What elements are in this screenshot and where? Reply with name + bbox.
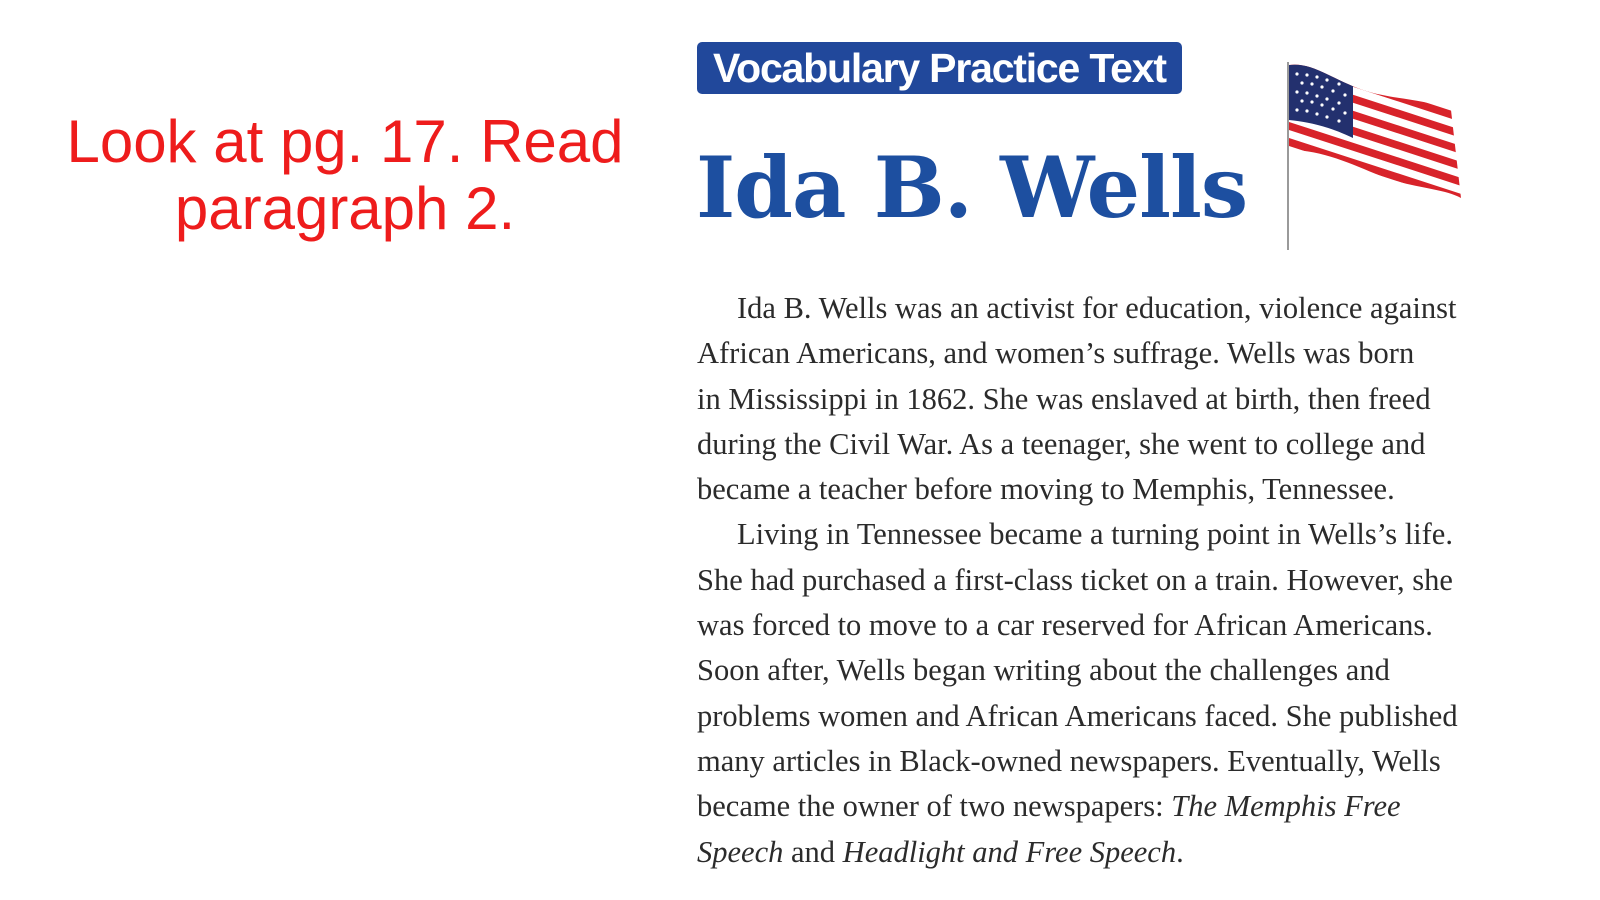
text-segment: became the owner of two newspapers: [697,789,1172,824]
american-flag-icon [1283,50,1473,255]
newspaper-title: The Memphis Free [1171,789,1401,824]
newspaper-title: Headlight and Free Speech [842,834,1177,869]
text-segment: . [1176,834,1184,869]
text-line [697,784,1557,829]
text-line [697,830,1557,875]
newspaper-title: Speech [697,834,784,869]
text-line: Ida B. Wells was an activist for education, violence against [737,291,1457,325]
text-line: during the Civil War. As a teenager, she went to college and [697,426,1426,461]
text-line: She had purchased a first-class ticket on a train. However, she [697,562,1453,597]
text-line: was forced to move to a car reserved for African Americans. [697,608,1433,643]
paragraph-2 [697,512,1557,874]
text-line: problems women and African Americans faced. She published [697,698,1458,733]
text-segment: and [783,834,843,869]
flag-stripe [1283,184,1473,255]
text-line: African Americans, and women’s suffrage. Wells was born [697,336,1415,371]
page-title: Ida B. Wells [696,138,1248,237]
instruction-text: Look at pg. 17. Read paragraph 2. [66,108,624,242]
paragraph-1 [697,286,1557,512]
text-line: became a teacher before moving to Memphis, Tennessee. [697,472,1395,507]
article-body [697,286,1557,875]
section-badge: Vocabulary Practice Text [697,42,1182,94]
text-line: many articles in Black-owned newspapers. Eventually, Wells [697,743,1441,778]
text-line: Living in Tennessee became a turning point in Wells’s life. [737,517,1453,552]
text-line: in Mississippi in 1862. She was enslaved at birth, then freed [697,381,1431,416]
text-line: Soon after, Wells began writing about the challenges and [697,653,1390,688]
